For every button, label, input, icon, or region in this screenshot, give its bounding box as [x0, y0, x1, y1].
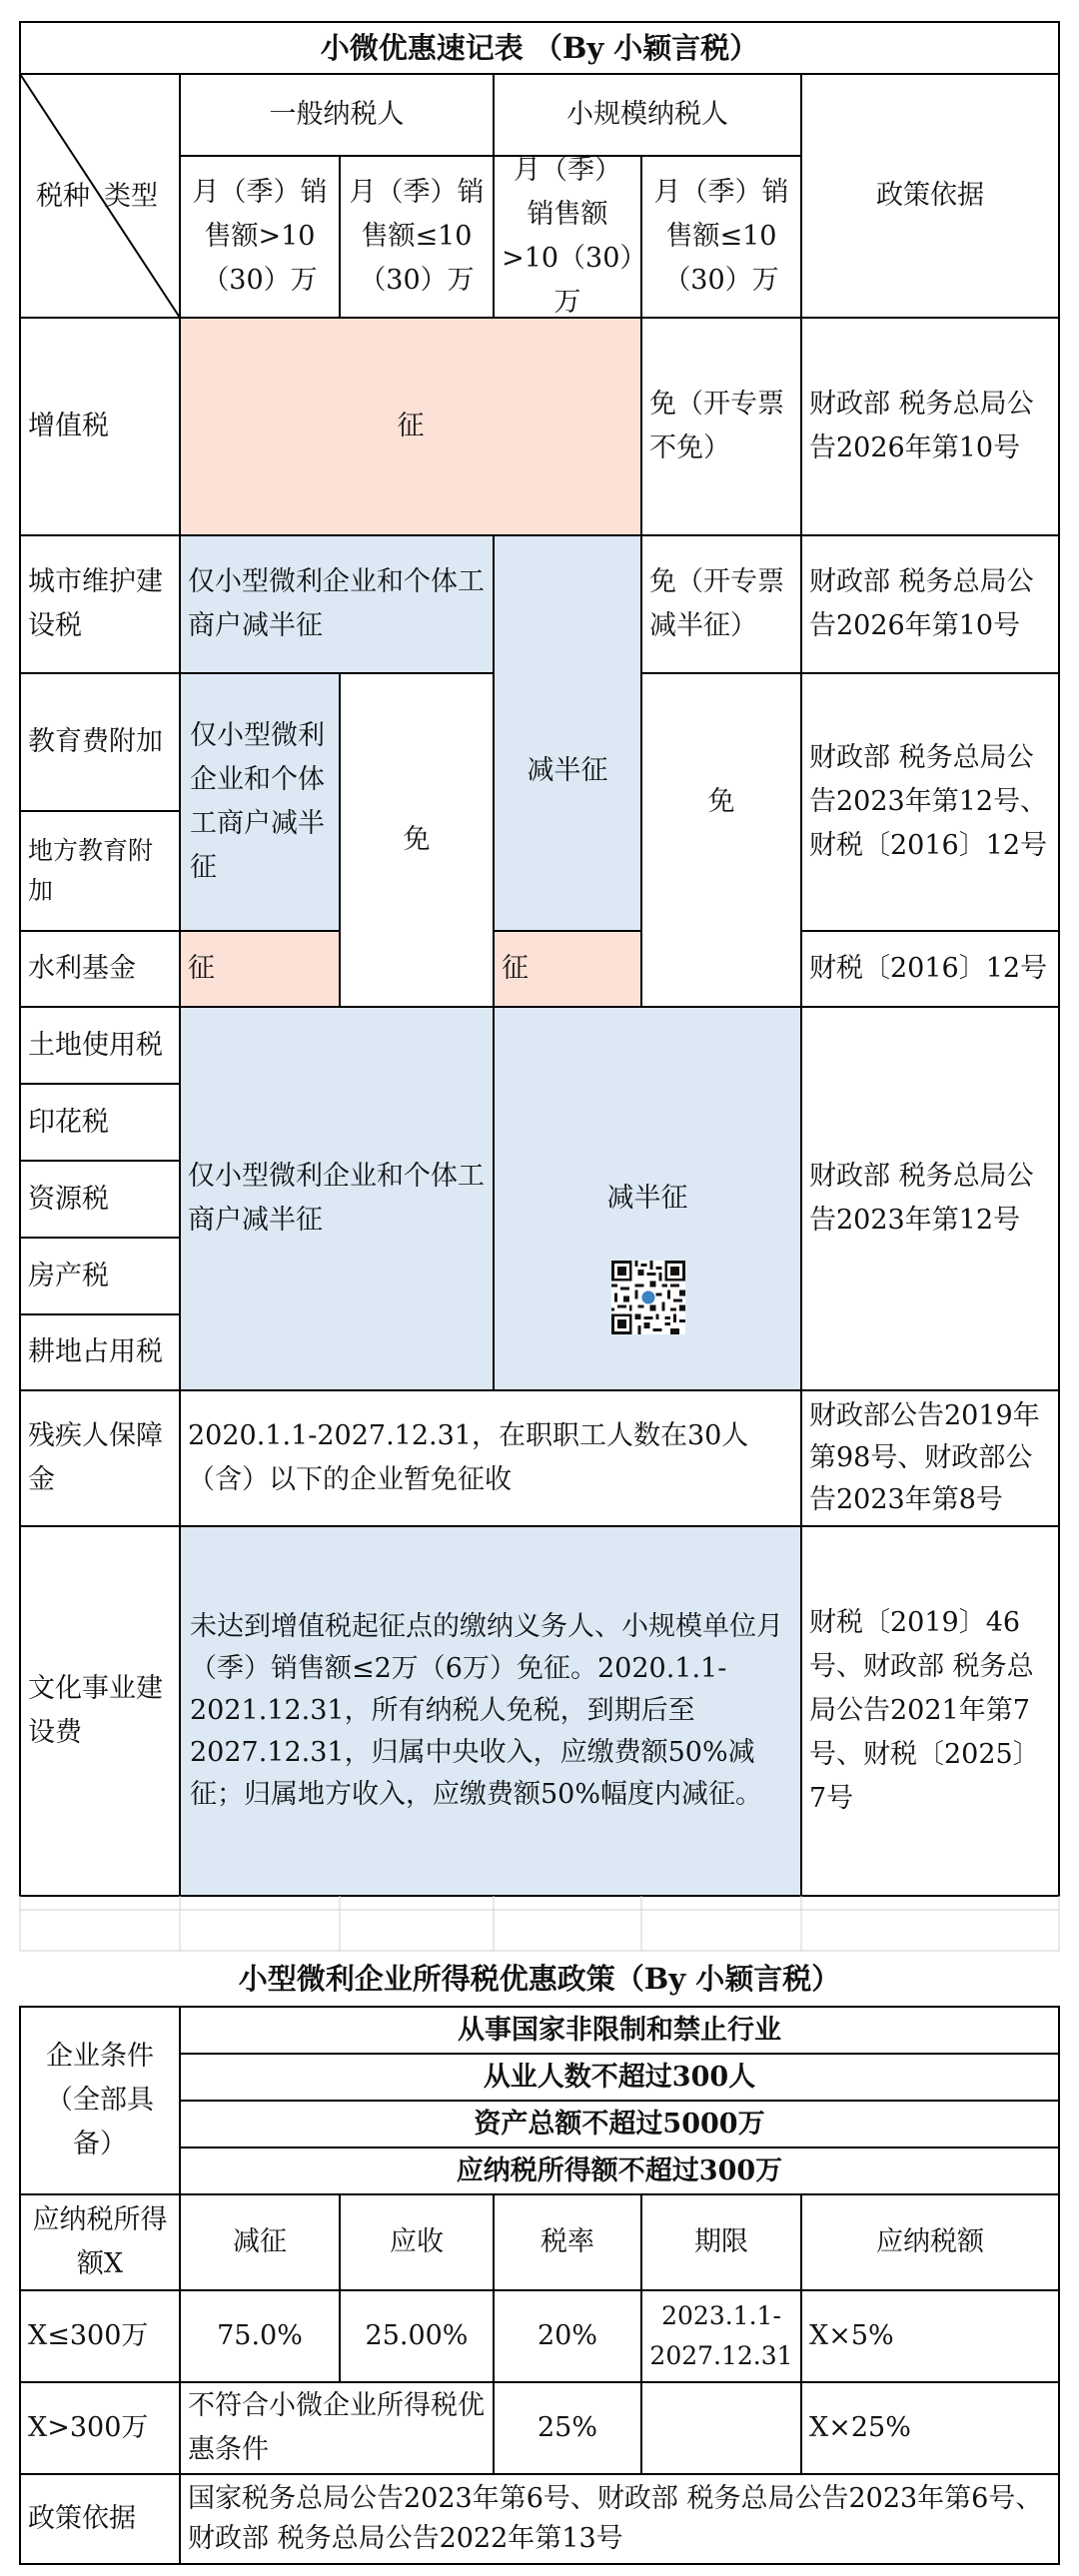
row-farmland-name: 耕地占用税 [28, 1336, 163, 1367]
header-rate: 税率 [540, 2226, 594, 2257]
edu-general-under-cell: 免 [403, 824, 431, 855]
corner-type-label: 类型 [104, 181, 158, 212]
disabled-policy-cell: 财政部公告2019年第98号、财政部公告2023年第8号 [809, 1400, 1040, 1515]
header-small-over: 月（季）销售额>10（30）万 [502, 155, 633, 318]
corner-tax-label: 税种 [36, 181, 90, 212]
row-local-edu-name: 地方教育附加 [28, 836, 154, 905]
water-general-over-cell: 征 [180, 931, 340, 1007]
culture-policy-cell: 财税〔2019〕46号、财政部 税务总局公告2021年第7号、财税〔2025〕7号 [809, 1607, 1040, 1814]
header-taxable-income: 应纳税所得额X [32, 2204, 168, 2279]
table2-title: 小型微利企业所得税优惠政策（By 小颖言税） [238, 1962, 841, 1996]
condition-industry: 从事国家非限制和禁止行业 [458, 2014, 781, 2046]
policy-label: 政策依据 [28, 2503, 136, 2534]
row1-tax: X×5% [809, 2320, 894, 2351]
group5-policy-cell: 财政部 税务总局公告2023年第12号 [809, 1161, 1034, 1236]
row1-period: 2023.1.1-2027.12.31 [649, 2301, 793, 2370]
header-collect: 应收 [390, 2226, 444, 2257]
row-stamp-name: 印花税 [28, 1106, 109, 1138]
row2-range: X>300万 [28, 2412, 149, 2443]
urban-general-cell: 仅小型微利企业和个体工商户减半征 [180, 535, 494, 673]
header-general-under: 月（季）销售额≤10（30）万 [349, 177, 485, 296]
vat-small-under-cell: 免（开专票不免） [649, 389, 784, 463]
row-urban-name: 城市维护建设税 [28, 566, 163, 641]
row-disabled-name: 残疾人保障金 [28, 1420, 163, 1495]
urban-policy-cell: 财政部 税务总局公告2026年第10号 [809, 566, 1034, 641]
row-resource-name: 资源税 [28, 1183, 109, 1215]
row1-collect: 25.00% [365, 2320, 469, 2351]
header-general-over: 月（季）销售额>10（30）万 [192, 177, 328, 296]
water-small-over-cell: 征 [494, 931, 641, 1007]
row2-note: 不符合小微企业所得税优惠条件 [188, 2390, 485, 2465]
edu-small-over-cell: 减半征 [494, 535, 641, 1007]
water-policy-cell: 财税〔2016〕12号 [809, 953, 1048, 984]
edu-small-under-cell: 免 [707, 786, 735, 817]
row-land-use-name: 土地使用税 [28, 1029, 163, 1061]
row1-range: X≤300万 [28, 2320, 149, 2351]
edu-general-over-cell: 仅小型微利企业和个体工商户减半征 [180, 673, 340, 931]
header-general-taxpayer: 一般纳税人 [269, 99, 405, 130]
condition-income: 应纳税所得额不超过300万 [456, 2154, 783, 2186]
row2-rate: 25% [537, 2412, 597, 2443]
row1-rate: 20% [537, 2320, 597, 2351]
header-period: 期限 [694, 2226, 748, 2257]
group5-small-cell: 减半征 [494, 1007, 801, 1390]
urban-small-under-cell: 免（开专票减半征） [649, 566, 784, 641]
row-water-name: 水利基金 [28, 953, 136, 984]
row-edu-name: 教育费附加 [28, 726, 163, 757]
header-policy: 政策依据 [876, 180, 984, 211]
culture-content-cell: 未达到增值税起征点的缴纳义务人、小规模单位月（季）销售额≤2万（6万）免征。2020.1.1-2021.12.31，所有纳税人免税，到期后至2027.12.31，归属中央收入，应缴费额50%减征；归属地方收入，应缴费额50%幅度内减征。 [180, 1526, 801, 1896]
table1-title: 小微优惠速记表 （By 小颖言税） [320, 31, 759, 65]
policy-content: 国家税务总局公告2023年第6号、财政部 税务总局公告2023年第6号、财政部 税务总局公告2022年第13号 [188, 2483, 1043, 2554]
condition-assets: 资产总额不超过5000万 [474, 2108, 765, 2140]
header-small-taxpayer: 小规模纳税人 [566, 99, 728, 130]
header-tax-payable: 应纳税额 [876, 2226, 984, 2257]
condition-employees: 从业人数不超过300人 [483, 2061, 756, 2093]
row-culture-name: 文化事业建设费 [28, 1673, 163, 1748]
vat-policy-cell: 财政部 税务总局公告2026年第10号 [809, 389, 1034, 463]
row2-tax: X×25% [809, 2412, 911, 2443]
vat-general-cell: 征 [180, 318, 641, 535]
group5-general-cell: 仅小型微利企业和个体工商户减半征 [180, 1007, 494, 1390]
header-small-under: 月（季）销售额≤10（30）万 [653, 177, 789, 296]
conditions-label: 企业条件（全部具备） [46, 2041, 154, 2159]
row-vat-name: 增值税 [28, 411, 109, 441]
row-property-name: 房产税 [28, 1260, 109, 1291]
row1-reduce: 75.0% [217, 2320, 303, 2351]
disabled-content-cell: 2020.1.1-2027.12.31，在职职工人数在30人（含）以下的企业暂免征收 [188, 1420, 749, 1495]
header-reduce: 减征 [233, 2226, 287, 2257]
edu-policy-cell: 财政部 税务总局公告2023年第12号、财税〔2016〕12号 [809, 742, 1048, 861]
